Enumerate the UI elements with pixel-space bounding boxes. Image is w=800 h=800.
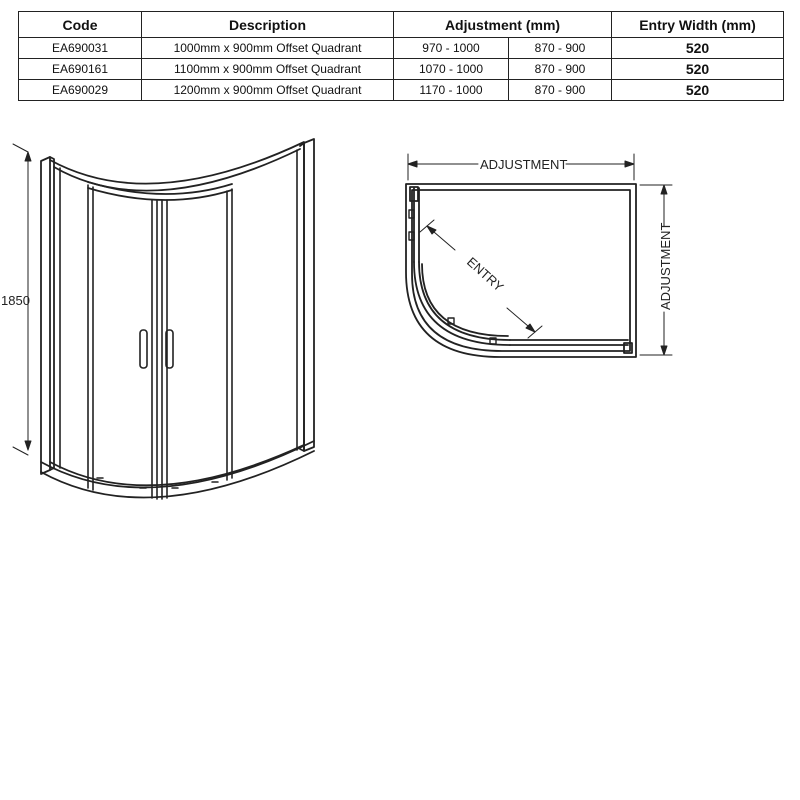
fixed-panel-left [60,168,93,490]
cell-adjustment-b: 870 - 900 [509,80,612,101]
shower-tray [41,441,314,498]
tray-outline [406,184,636,357]
cell-adjustment-a: 970 - 1000 [394,38,509,59]
top-adjustment-label: ADJUSTMENT [480,157,568,172]
height-label: 1850 [1,293,30,308]
cell-code: EA690029 [19,80,142,101]
side-adjustment-label: ADJUSTMENT [658,222,673,310]
plan-view [406,154,672,357]
front-view [13,139,314,499]
enclosure-plan [410,187,632,353]
cell-code: EA690031 [19,38,142,59]
cell-code: EA690161 [19,59,142,80]
sliding-door-left [152,200,157,499]
header-entry-width: Entry Width (mm) [612,12,784,38]
cell-adjustment-a: 1170 - 1000 [394,80,509,101]
right-wall-profile [300,139,314,451]
cell-adjustment-b: 870 - 900 [509,38,612,59]
cell-adjustment-b: 870 - 900 [509,59,612,80]
cell-description: 1200mm x 900mm Offset Quadrant [142,80,394,101]
left-wall-profile [41,157,54,474]
cell-description: 1100mm x 900mm Offset Quadrant [142,59,394,80]
cell-entry-width: 520 [612,38,784,59]
header-adjustment: Adjustment (mm) [394,12,612,38]
cell-entry-width: 520 [612,80,784,101]
header-description: Description [142,12,394,38]
cell-entry-width: 520 [612,59,784,80]
entry-label: ENTRY [463,254,507,295]
header-code: Code [19,12,142,38]
cell-adjustment-a: 1070 - 1000 [394,59,509,80]
fixed-panel-right [227,150,297,480]
cell-description: 1000mm x 900mm Offset Quadrant [142,38,394,59]
